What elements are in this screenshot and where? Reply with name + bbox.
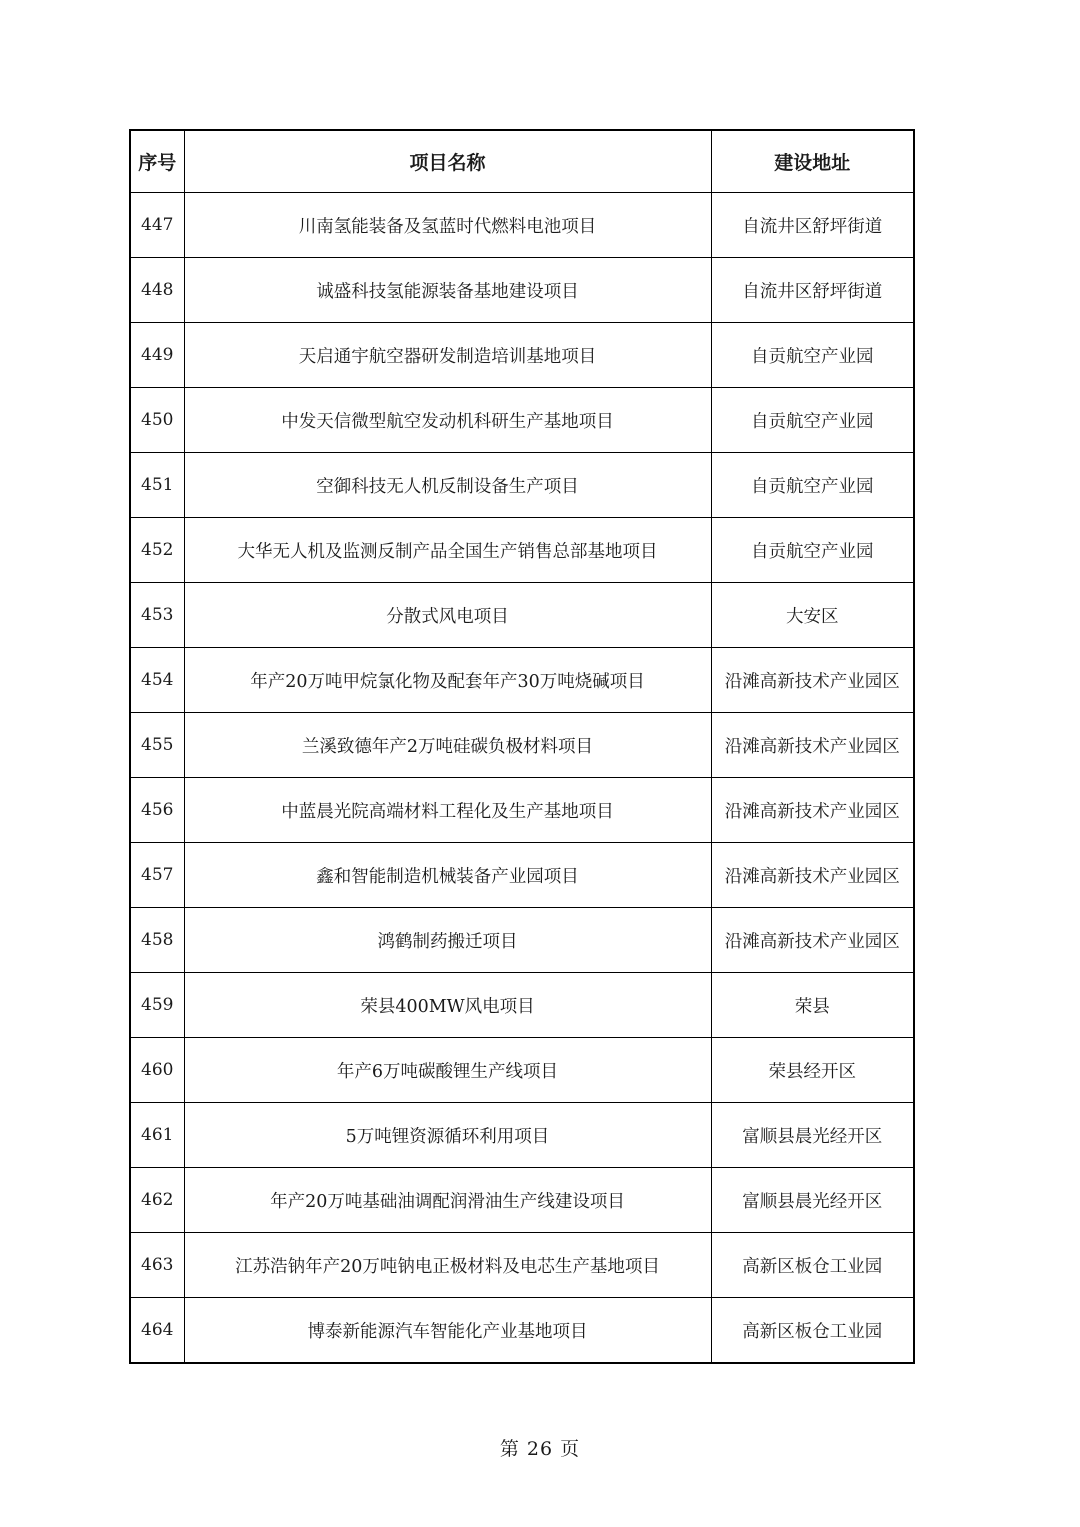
row-construction-address: 沿滩高新技术产业园区 — [711, 908, 914, 973]
table-row — [130, 323, 914, 388]
row-serial-number: 448 — [130, 258, 184, 323]
table-row — [130, 648, 914, 713]
header-project-name: 项目名称 — [184, 130, 711, 193]
row-serial-number: 447 — [130, 193, 184, 258]
row-project-name: 5万吨锂资源循环利用项目 — [184, 1103, 711, 1168]
page-number: 第 26 页 — [499, 1438, 581, 1460]
row-serial-number: 462 — [130, 1168, 184, 1233]
table-row — [130, 1168, 914, 1233]
row-construction-address: 富顺县晨光经开区 — [711, 1168, 914, 1233]
row-project-name: 博泰新能源汽车智能化产业基地项目 — [184, 1298, 711, 1364]
row-project-name: 年产20万吨基础油调配润滑油生产线建设项目 — [184, 1168, 711, 1233]
row-project-name: 年产20万吨甲烷氯化物及配套年产30万吨烧碱项目 — [184, 648, 711, 713]
row-project-name: 鑫和智能制造机械装备产业园项目 — [184, 843, 711, 908]
row-construction-address: 高新区板仓工业园 — [711, 1298, 914, 1364]
row-serial-number: 463 — [130, 1233, 184, 1298]
row-serial-number: 456 — [130, 778, 184, 843]
row-project-name: 诚盛科技氢能源装备基地建设项目 — [184, 258, 711, 323]
table-row — [130, 713, 914, 778]
table-row — [130, 843, 914, 908]
row-project-name: 兰溪致德年产2万吨硅碳负极材料项目 — [184, 713, 711, 778]
row-construction-address: 荣县经开区 — [711, 1038, 914, 1103]
header-serial-number: 序号 — [130, 130, 184, 193]
table-row — [130, 388, 914, 453]
table-row — [130, 518, 914, 583]
row-construction-address: 自贡航空产业园 — [711, 453, 914, 518]
table-row — [130, 193, 914, 258]
table-row — [130, 258, 914, 323]
row-project-name: 天启通宇航空器研发制造培训基地项目 — [184, 323, 711, 388]
row-project-name: 年产6万吨碳酸锂生产线项目 — [184, 1038, 711, 1103]
row-project-name: 川南氢能装备及氢蓝时代燃料电池项目 — [184, 193, 711, 258]
table-row — [130, 1038, 914, 1103]
row-serial-number: 461 — [130, 1103, 184, 1168]
row-construction-address: 自贡航空产业园 — [711, 388, 914, 453]
row-serial-number: 450 — [130, 388, 184, 453]
row-construction-address: 富顺县晨光经开区 — [711, 1103, 914, 1168]
row-serial-number: 449 — [130, 323, 184, 388]
row-serial-number: 451 — [130, 453, 184, 518]
table-row — [130, 1103, 914, 1168]
header-construction-address: 建设地址 — [711, 130, 914, 193]
row-project-name: 空御科技无人机反制设备生产项目 — [184, 453, 711, 518]
table-body — [130, 193, 914, 1364]
row-serial-number: 455 — [130, 713, 184, 778]
row-construction-address: 自贡航空产业园 — [711, 323, 914, 388]
row-construction-address: 沿滩高新技术产业园区 — [711, 778, 914, 843]
row-project-name: 中发天信微型航空发动机科研生产基地项目 — [184, 388, 711, 453]
table-row — [130, 1233, 914, 1298]
row-project-name: 中蓝晨光院高端材料工程化及生产基地项目 — [184, 778, 711, 843]
row-project-name: 大华无人机及监测反制产品全国生产销售总部基地项目 — [184, 518, 711, 583]
table-row — [130, 1298, 914, 1364]
table-header-row — [130, 130, 914, 193]
row-construction-address: 荣县 — [711, 973, 914, 1038]
row-construction-address: 自流井区舒坪街道 — [711, 258, 914, 323]
row-serial-number: 459 — [130, 973, 184, 1038]
row-serial-number: 452 — [130, 518, 184, 583]
table-row — [130, 583, 914, 648]
row-construction-address: 沿滩高新技术产业园区 — [711, 843, 914, 908]
row-serial-number: 458 — [130, 908, 184, 973]
row-serial-number: 457 — [130, 843, 184, 908]
row-construction-address: 沿滩高新技术产业园区 — [711, 648, 914, 713]
row-project-name: 鸿鹤制药搬迁项目 — [184, 908, 711, 973]
row-serial-number: 460 — [130, 1038, 184, 1103]
row-construction-address: 自流井区舒坪街道 — [711, 193, 914, 258]
row-project-name: 分散式风电项目 — [184, 583, 711, 648]
row-construction-address: 大安区 — [711, 583, 914, 648]
table-row — [130, 453, 914, 518]
row-construction-address: 沿滩高新技术产业园区 — [711, 713, 914, 778]
row-project-name: 江苏浩钠年产20万吨钠电正极材料及电芯生产基地项目 — [184, 1233, 711, 1298]
row-serial-number: 453 — [130, 583, 184, 648]
row-construction-address: 自贡航空产业园 — [711, 518, 914, 583]
row-project-name: 荣县400MW风电项目 — [184, 973, 711, 1038]
row-serial-number: 454 — [130, 648, 184, 713]
project-table — [129, 129, 915, 1364]
table-row — [130, 778, 914, 843]
table-row — [130, 973, 914, 1038]
row-serial-number: 464 — [130, 1298, 184, 1364]
row-construction-address: 高新区板仓工业园 — [711, 1233, 914, 1298]
table-row — [130, 908, 914, 973]
